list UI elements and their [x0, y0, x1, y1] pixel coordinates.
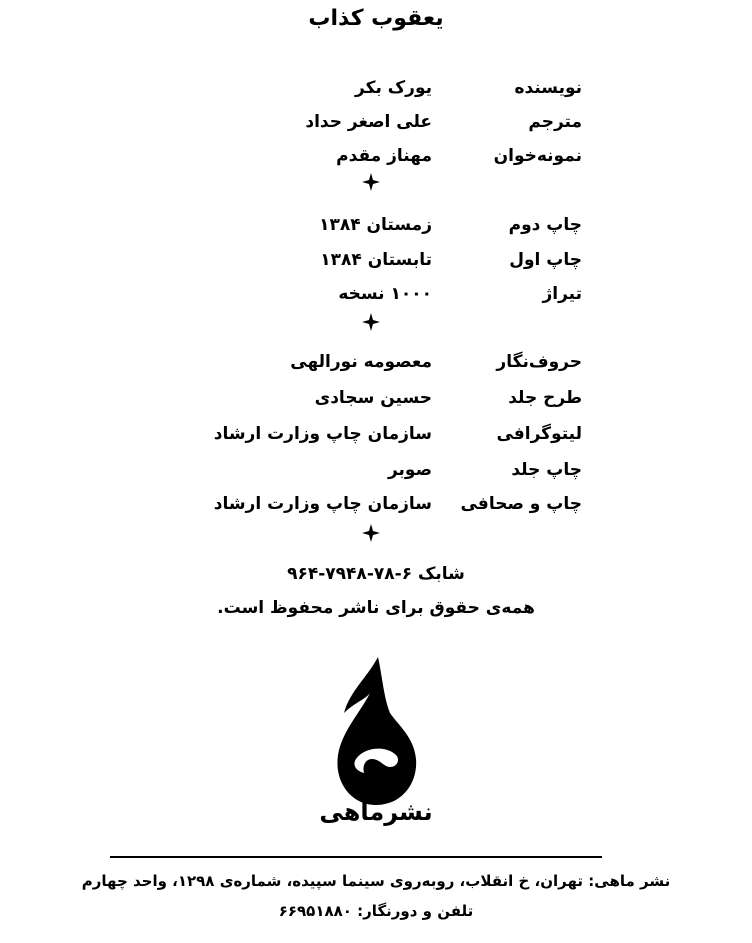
- rights-notice: همه‌ی حقوق برای ناشر محفوظ است.: [217, 598, 535, 618]
- credit-value: ۱۰۰۰ نسخه: [338, 284, 432, 304]
- credit-row: [0, 460, 752, 486]
- credit-value: تابستان ۱۳۸۴: [320, 250, 432, 270]
- credit-value: سازمان چاپ وزارت ارشاد: [213, 424, 432, 444]
- credit-row: [0, 284, 752, 310]
- credit-row: [0, 215, 752, 241]
- credit-value: حسین سجادی: [314, 388, 432, 408]
- credit-value: یورک بکر: [355, 78, 432, 98]
- separator-star-icon: [362, 313, 380, 331]
- credit-row: [0, 388, 752, 414]
- credit-row: [0, 424, 752, 450]
- credit-label: مترجم: [528, 112, 582, 132]
- credit-label: چاپ جلد: [511, 460, 582, 480]
- footer-divider: [110, 856, 602, 858]
- book-title: یعقوب کذاب: [308, 6, 444, 31]
- credit-label: لیتوگرافی: [496, 424, 582, 444]
- credit-label: چاپ دوم: [508, 215, 582, 235]
- credit-row: [0, 78, 752, 104]
- credit-value: زمستان ۱۳۸۴: [319, 215, 432, 235]
- publisher-address: نشر ماهی: تهران، خ انقلاب، روبه‌روی سینما سپیده، شماره‌ی ۱۲۹۸، واحد چهارم: [81, 872, 671, 890]
- publisher-phone: تلفن و دورنگار: ۶۶۹۵۱۸۸۰: [278, 902, 474, 920]
- credit-label: طرح جلد: [508, 388, 582, 408]
- credit-label: چاپ و صحافی: [460, 494, 582, 514]
- credit-value: معصومه نورالهی: [290, 352, 432, 372]
- credit-value: علی اصغر حداد: [305, 112, 432, 132]
- credit-row: [0, 250, 752, 276]
- credit-row: [0, 352, 752, 378]
- credit-label: چاپ اول: [509, 250, 582, 270]
- credit-label: حروف‌نگار: [496, 352, 582, 372]
- credit-label: نمونه‌خوان: [493, 146, 582, 166]
- isbn: شابک ۶-۷۸-۷۹۴۸-۹۶۴: [287, 564, 465, 584]
- credit-label: تیراژ: [542, 284, 582, 304]
- publisher-logo-text: نشرماهی: [319, 798, 433, 826]
- credit-value: صوبر: [387, 460, 432, 480]
- credit-value: سازمان چاپ وزارت ارشاد: [213, 494, 432, 514]
- separator-star-icon: [362, 524, 380, 542]
- separator-star-icon: [362, 173, 380, 191]
- credit-value: مهناز مقدم: [336, 146, 432, 166]
- credit-row: [0, 146, 752, 172]
- credit-label: نویسنده: [514, 78, 582, 98]
- credit-row: [0, 112, 752, 138]
- credit-row: [0, 494, 752, 520]
